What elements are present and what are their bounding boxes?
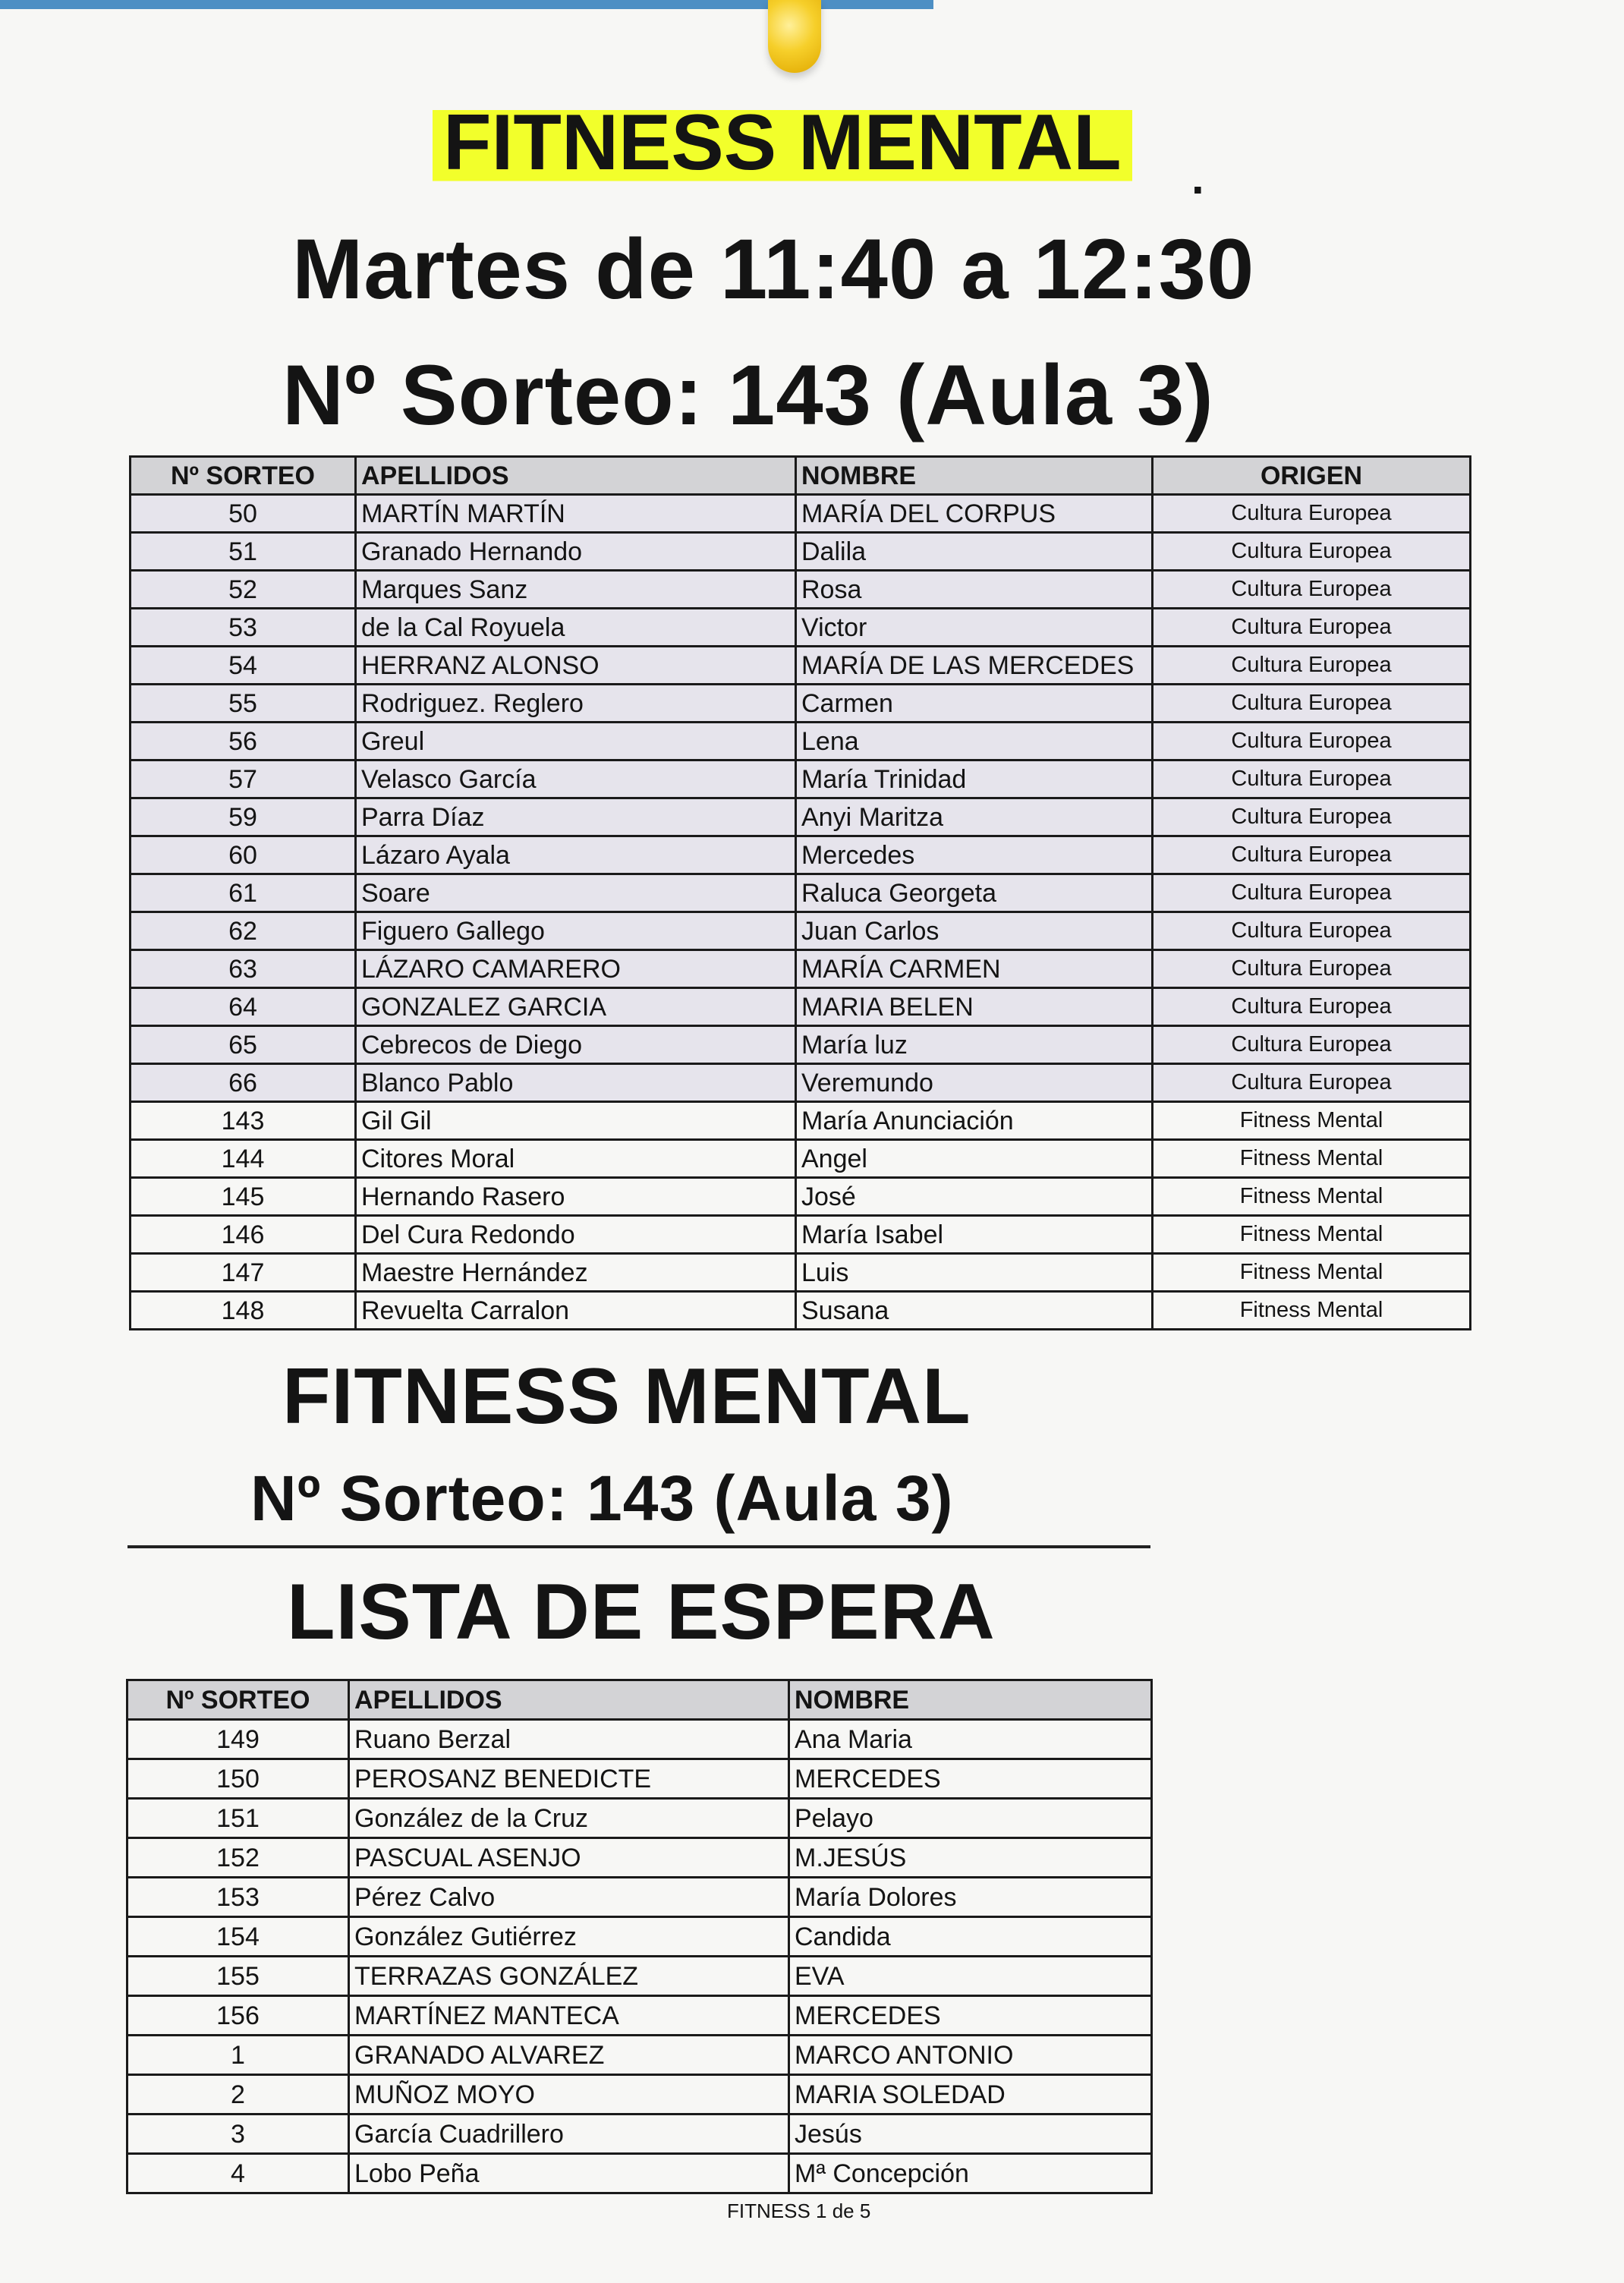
cell-origen: Cultura Europea	[1153, 950, 1471, 988]
cell-num: 143	[131, 1102, 356, 1140]
cell-num: 145	[131, 1178, 356, 1216]
cell-num: 4	[127, 2154, 349, 2193]
table-row	[127, 1917, 1152, 1957]
table-row	[131, 1254, 1471, 1292]
title-block	[433, 97, 1132, 188]
cell-nombre: MERCEDES	[789, 1996, 1152, 2036]
cell-nombre: Candida	[789, 1917, 1152, 1957]
cell-num: 153	[127, 1878, 349, 1917]
table-header-row	[127, 1680, 1152, 1720]
cell-nombre: Mercedes	[796, 836, 1153, 874]
table-row	[131, 912, 1471, 950]
cell-nombre: MARÍA CARMEN	[796, 950, 1153, 988]
cell-num: 57	[131, 760, 356, 798]
cell-apellidos: García Cuadrillero	[349, 2115, 789, 2154]
cell-apellidos: LÁZARO CAMARERO	[356, 950, 796, 988]
page-footer: FITNESS 1 de 5	[727, 2200, 871, 2222]
cell-nombre: Susana	[796, 1292, 1153, 1330]
second-sorteo-heading: Nº Sorteo: 143 (Aula 3)	[250, 1463, 954, 1534]
participants-table	[129, 455, 1471, 1330]
cell-origen: Cultura Europea	[1153, 836, 1471, 874]
col-header-num: Nº SORTEO	[131, 457, 356, 495]
table-row	[131, 1216, 1471, 1254]
cell-nombre: Pelayo	[789, 1799, 1152, 1838]
cell-nombre: Victor	[796, 609, 1153, 647]
cell-origen: Cultura Europea	[1153, 533, 1471, 571]
table-row	[131, 685, 1471, 723]
cell-num: 63	[131, 950, 356, 988]
cell-nombre: José	[796, 1178, 1153, 1216]
col-header-origen: ORIGEN	[1153, 457, 1471, 495]
cell-num: 148	[131, 1292, 356, 1330]
cell-apellidos: MUÑOZ MOYO	[349, 2075, 789, 2115]
col-header-num: Nº SORTEO	[127, 1680, 349, 1720]
cell-num: 152	[127, 1838, 349, 1878]
table-row	[127, 1878, 1152, 1917]
cell-nombre: Rosa	[796, 571, 1153, 609]
cell-origen: Fitness Mental	[1153, 1102, 1471, 1140]
cell-origen: Cultura Europea	[1153, 609, 1471, 647]
cell-apellidos: Revuelta Carralon	[356, 1292, 796, 1330]
cell-origen: Fitness Mental	[1153, 1292, 1471, 1330]
cell-origen: Cultura Europea	[1153, 723, 1471, 760]
cell-apellidos: Marques Sanz	[356, 571, 796, 609]
sorteo-heading: Nº Sorteo: 143 (Aula 3)	[282, 348, 1214, 442]
yellow-pushpin-icon	[768, 0, 821, 73]
cell-num: 59	[131, 798, 356, 836]
table-row	[131, 836, 1471, 874]
table-row	[127, 2036, 1152, 2075]
cell-origen: Cultura Europea	[1153, 1026, 1471, 1064]
table-row	[131, 1026, 1471, 1064]
table-header-row	[131, 457, 1471, 495]
cell-origen: Cultura Europea	[1153, 495, 1471, 533]
cell-num: 149	[127, 1720, 349, 1759]
cell-apellidos: HERRANZ ALONSO	[356, 647, 796, 685]
cell-nombre: MARIA SOLEDAD	[789, 2075, 1152, 2115]
cell-apellidos: TERRAZAS GONZÁLEZ	[349, 1957, 789, 1996]
cell-apellidos: Blanco Pablo	[356, 1064, 796, 1102]
table-row	[131, 647, 1471, 685]
cell-num: 150	[127, 1759, 349, 1799]
cell-nombre: Anyi Maritza	[796, 798, 1153, 836]
title-dot: .	[1191, 153, 1204, 203]
cell-nombre: MARIA BELEN	[796, 988, 1153, 1026]
table-row	[127, 1799, 1152, 1838]
cell-origen: Cultura Europea	[1153, 647, 1471, 685]
page-title: FITNESS MENTAL	[433, 97, 1132, 188]
section-divider	[127, 1545, 1150, 1548]
table-row	[131, 1102, 1471, 1140]
cell-apellidos: Rodriguez. Reglero	[356, 685, 796, 723]
cell-apellidos: Soare	[356, 874, 796, 912]
cell-num: 66	[131, 1064, 356, 1102]
cell-nombre: Dalila	[796, 533, 1153, 571]
col-header-nombre: NOMBRE	[789, 1680, 1152, 1720]
cell-origen: Fitness Mental	[1153, 1178, 1471, 1216]
cell-origen: Cultura Europea	[1153, 874, 1471, 912]
table-row	[127, 2115, 1152, 2154]
cell-apellidos: Maestre Hernández	[356, 1254, 796, 1292]
cell-nombre: Mª Concepción	[789, 2154, 1152, 2193]
cell-nombre: MARÍA DE LAS MERCEDES	[796, 647, 1153, 685]
cell-apellidos: Citores Moral	[356, 1140, 796, 1178]
cell-nombre: Raluca Georgeta	[796, 874, 1153, 912]
cell-nombre: María Dolores	[789, 1878, 1152, 1917]
cell-nombre: María Isabel	[796, 1216, 1153, 1254]
cell-apellidos: de la Cal Royuela	[356, 609, 796, 647]
cell-nombre: Luis	[796, 1254, 1153, 1292]
cell-num: 61	[131, 874, 356, 912]
table-row	[131, 495, 1471, 533]
schedule-heading: Martes de 11:40 a 12:30	[292, 222, 1255, 316]
cell-apellidos: Greul	[356, 723, 796, 760]
cell-num: 1	[127, 2036, 349, 2075]
cell-nombre: Angel	[796, 1140, 1153, 1178]
cell-nombre: MERCEDES	[789, 1759, 1152, 1799]
cell-origen: Cultura Europea	[1153, 685, 1471, 723]
cell-nombre: M.JESÚS	[789, 1838, 1152, 1878]
cell-origen: Cultura Europea	[1153, 760, 1471, 798]
cell-apellidos: MARTÍN MARTÍN	[356, 495, 796, 533]
cell-nombre: María Anunciación	[796, 1102, 1153, 1140]
cell-nombre: Lena	[796, 723, 1153, 760]
cell-apellidos: Lobo Peña	[349, 2154, 789, 2193]
cell-nombre: Jesús	[789, 2115, 1152, 2154]
cell-nombre: MARCO ANTONIO	[789, 2036, 1152, 2075]
cell-num: 156	[127, 1996, 349, 2036]
cell-nombre: María luz	[796, 1026, 1153, 1064]
cell-apellidos: Del Cura Redondo	[356, 1216, 796, 1254]
table-row	[131, 760, 1471, 798]
cell-apellidos: PEROSANZ BENEDICTE	[349, 1759, 789, 1799]
cell-num: 144	[131, 1140, 356, 1178]
cell-apellidos: Granado Hernando	[356, 533, 796, 571]
cell-apellidos: Lázaro Ayala	[356, 836, 796, 874]
cell-num: 155	[127, 1957, 349, 1996]
cell-num: 60	[131, 836, 356, 874]
cell-nombre: Ana Maria	[789, 1720, 1152, 1759]
cell-apellidos: Hernando Rasero	[356, 1178, 796, 1216]
cell-nombre: MARÍA DEL CORPUS	[796, 495, 1153, 533]
cell-num: 51	[131, 533, 356, 571]
table-row	[131, 533, 1471, 571]
table-row	[127, 1957, 1152, 1996]
cell-num: 62	[131, 912, 356, 950]
table-row	[127, 1759, 1152, 1799]
table-row	[127, 1996, 1152, 2036]
cell-num: 3	[127, 2115, 349, 2154]
cell-num: 54	[131, 647, 356, 685]
table-row	[131, 1292, 1471, 1330]
table-row	[127, 2154, 1152, 2193]
cell-origen: Cultura Europea	[1153, 988, 1471, 1026]
cell-apellidos: GONZALEZ GARCIA	[356, 988, 796, 1026]
table-row	[131, 988, 1471, 1026]
table-row	[131, 1178, 1471, 1216]
cell-num: 147	[131, 1254, 356, 1292]
cell-nombre: Carmen	[796, 685, 1153, 723]
table-row	[131, 1064, 1471, 1102]
cell-apellidos: Cebrecos de Diego	[356, 1026, 796, 1064]
waitlist-table	[126, 1679, 1153, 2194]
table-row	[127, 2075, 1152, 2115]
cell-num: 53	[131, 609, 356, 647]
table-row	[127, 1838, 1152, 1878]
col-header-apellidos: APELLIDOS	[349, 1680, 789, 1720]
table-row	[131, 609, 1471, 647]
col-header-apellidos: APELLIDOS	[356, 457, 796, 495]
table-row	[131, 1140, 1471, 1178]
cell-apellidos: PASCUAL ASENJO	[349, 1838, 789, 1878]
cell-num: 56	[131, 723, 356, 760]
cell-apellidos: Ruano Berzal	[349, 1720, 789, 1759]
col-header-nombre: NOMBRE	[796, 457, 1153, 495]
cell-apellidos: MARTÍNEZ MANTECA	[349, 1996, 789, 2036]
table-row	[131, 950, 1471, 988]
cell-origen: Fitness Mental	[1153, 1216, 1471, 1254]
cell-origen: Fitness Mental	[1153, 1140, 1471, 1178]
cell-apellidos: Figuero Gallego	[356, 912, 796, 950]
cell-num: 50	[131, 495, 356, 533]
cell-origen: Fitness Mental	[1153, 1254, 1471, 1292]
table-row	[131, 874, 1471, 912]
cell-apellidos: Pérez Calvo	[349, 1878, 789, 1917]
cell-nombre: Juan Carlos	[796, 912, 1153, 950]
cell-num: 146	[131, 1216, 356, 1254]
table-row	[131, 723, 1471, 760]
cell-nombre: Veremundo	[796, 1064, 1153, 1102]
cell-nombre: María Trinidad	[796, 760, 1153, 798]
second-title: FITNESS MENTAL	[282, 1352, 971, 1441]
table-row	[131, 798, 1471, 836]
cell-num: 65	[131, 1026, 356, 1064]
cell-apellidos: GRANADO ALVAREZ	[349, 2036, 789, 2075]
cell-nombre: EVA	[789, 1957, 1152, 1996]
waitlist-title: LISTA DE ESPERA	[287, 1568, 996, 1656]
cell-origen: Cultura Europea	[1153, 798, 1471, 836]
cell-num: 151	[127, 1799, 349, 1838]
cell-apellidos: Velasco García	[356, 760, 796, 798]
cell-origen: Cultura Europea	[1153, 571, 1471, 609]
table-row	[127, 1720, 1152, 1759]
cell-num: 2	[127, 2075, 349, 2115]
cell-apellidos: González Gutiérrez	[349, 1917, 789, 1957]
cell-num: 55	[131, 685, 356, 723]
cell-apellidos: Parra Díaz	[356, 798, 796, 836]
table-row	[131, 571, 1471, 609]
cell-apellidos: González de la Cruz	[349, 1799, 789, 1838]
cell-origen: Cultura Europea	[1153, 912, 1471, 950]
cell-num: 154	[127, 1917, 349, 1957]
cell-num: 52	[131, 571, 356, 609]
cell-apellidos: Gil Gil	[356, 1102, 796, 1140]
cell-num: 64	[131, 988, 356, 1026]
cell-origen: Cultura Europea	[1153, 1064, 1471, 1102]
